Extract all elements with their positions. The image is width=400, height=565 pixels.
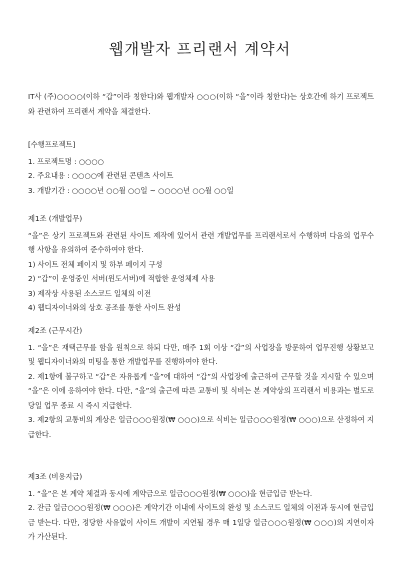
project-item: 1. 프로젝트명 : ○○○○ (28, 156, 104, 166)
article-2-item: 1. “을”은 재택근무를 함을 원칙으로 하되 다만, 매주 1회 이상 “갑”의 사업장을 방문하여 업무진행 상황보고 및 웹디자이너와의 미팅을 통한 개발업무를 진행하여야 한다. (28, 342, 374, 366)
article-3-section (28, 470, 374, 545)
project-item: 2. 주요내용 : ○○○○에 관련된 콘텐츠 사이트 (28, 171, 174, 180)
project-section (28, 138, 374, 198)
article-1-body: “을”은 상기 프로젝트와 관련된 사이트 제작에 있어서 관련 개발업무를 프리랜서로서 수행하며 다음의 업무수행 사항을 유의하여 준수하여야 한다. (28, 230, 374, 254)
article-2-item: 2. 제1항에 불구하고 “갑”은 자유롭게 “을”에 대하여 “갑”의 사업장에 출근하여 근무할 것을 지시할 수 있으며 “을”은 이에 응하여야 한다. 다만, “을”의 출근에 따른 교통비 및 식비는 본 계약상의 프리랜서 비용과는 별도로 당일 업무 종료 시 즉시 지급한다. (28, 371, 374, 410)
project-item: 3. 개발기간 : ○○○○년 ○○월 ○○일 ~ ○○○○년 ○○월 ○○일 (28, 185, 234, 195)
article-1-item: 2) “갑”이 운영중인 서버(윈도서버)에 적합한 운영체제 사용 (28, 274, 215, 283)
article-1-item: 4) 웹디자이너와의 상호 공조를 통한 사이트 완성 (28, 303, 182, 312)
article-1-item: 3) 제작상 사용된 소스코드 일체의 이전 (28, 288, 151, 298)
article-2-section (28, 324, 374, 442)
project-heading: [수행프로젝트] (28, 140, 76, 149)
article-3-item: 2. 잔금 일금○○○원정(₩ ○○○)은 계약기간 이내에 사이트의 완성 및 소스코드 일체의 이전과 동시에 현금입금 받는다. 다만, 정당한 사유없이 사이트 개발이 지연될 경우 매 1일당 일금○○○원정(₩ ○○○)의 지연이자가 가산된다. (28, 503, 374, 541)
article-1-heading: 제1조 (개발업무) (28, 214, 83, 223)
intro-paragraph: IT사 (주)○○○○(이하 “갑”이라 칭한다)와 웹개발자 ○○○(이하 “을”이라 칭한다)는 상호간에 하기 프로젝트와 관련하여 프리랜서 계약을 체결한다. (28, 92, 374, 117)
article-2-heading: 제2조 (근무시간) (28, 326, 83, 335)
article-2-item: 3. 제2항의 교통비의 계상은 일금○○○원정(₩ ○○○)으로 식비는 일금○○○원정(₩ ○○○)으로 산정하여 지급한다. (28, 415, 374, 439)
article-1-section (28, 212, 374, 316)
document-title: 웹개발자 프리랜서 계약서 (109, 40, 291, 58)
article-1-item: 1) 사이트 전체 페이지 및 하부 페이지 구성 (28, 259, 163, 269)
article-3-item: 1. “을”은 본 계약 체결과 동시에 계약금으로 일금○○○원정(₩ ○○○)을 현금입금 받는다. (28, 488, 313, 498)
article-3-heading: 제3조 (비용지급) (28, 472, 83, 481)
